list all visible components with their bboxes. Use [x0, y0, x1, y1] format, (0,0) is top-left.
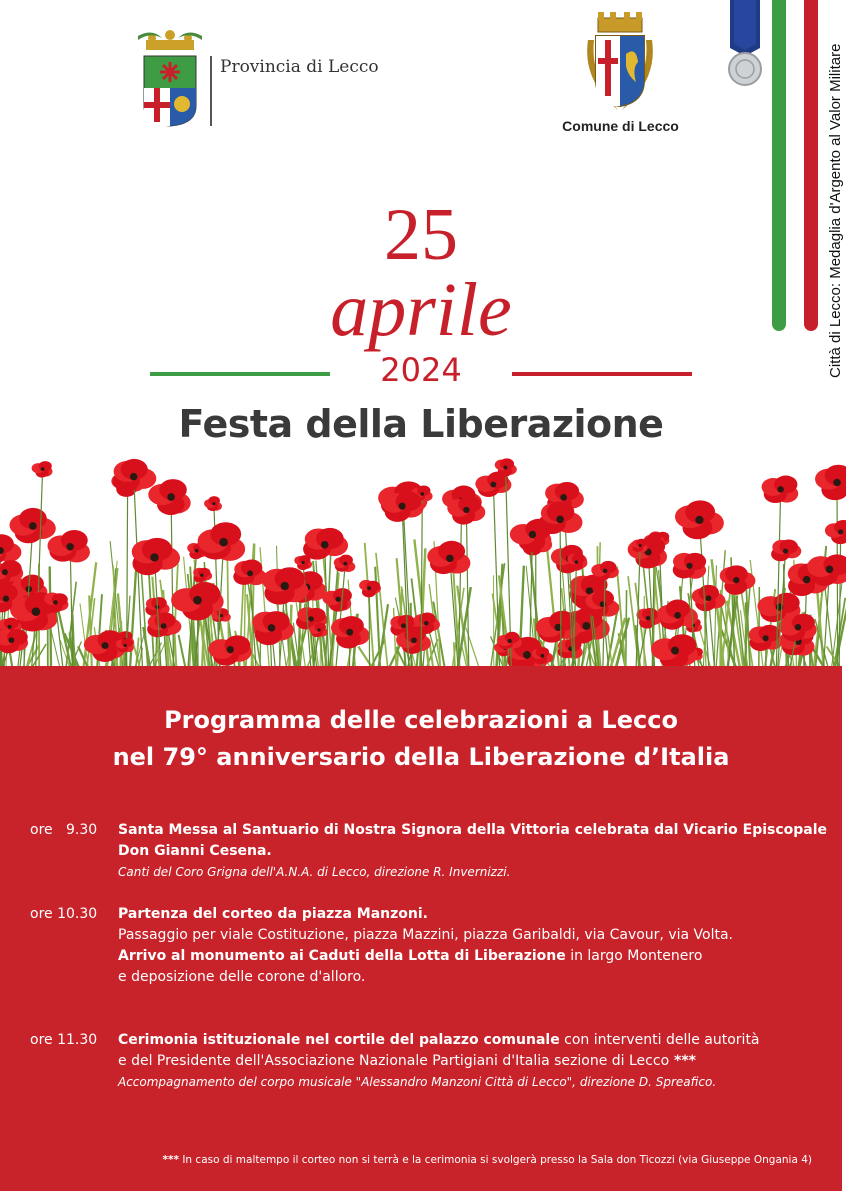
provincia-logo — [132, 26, 392, 128]
poppy-flower — [198, 522, 246, 561]
poppy-flower — [749, 625, 783, 651]
event-line-stars: *** — [669, 1053, 696, 1069]
poppy-flower — [262, 567, 308, 604]
program-title — [0, 702, 842, 776]
poppy-flower — [132, 538, 180, 575]
footnote-body: In caso di maltempo il corteo non si terrà e la cerimonia si svolgerà presso la Sala don Ticozzi (via Giuseppe Ongania 4) — [179, 1154, 812, 1166]
poppy-flower — [825, 520, 846, 544]
poppy-stem — [171, 497, 173, 668]
poppy-flower — [44, 593, 68, 613]
event-line — [118, 1051, 830, 1072]
event-line: Passaggio per viale Costituzione, piazza Mazzini, piazza Garibaldi, via Cavour, via Volta. — [118, 927, 734, 943]
comune-crest-icon — [580, 10, 660, 114]
poppy-flower — [334, 555, 356, 572]
poppy-flower — [632, 539, 648, 552]
poppy-flower — [762, 476, 799, 503]
poppy-flower — [815, 465, 846, 500]
poppy-flower — [113, 459, 156, 492]
comune-logo — [548, 10, 693, 135]
poppy-flower — [303, 528, 348, 560]
event-description — [118, 904, 830, 988]
poppy-flower — [48, 530, 90, 562]
poppy-flower — [10, 508, 56, 543]
program-section — [0, 666, 842, 1191]
program-title-line2: nel 79° anniversario della Liberazione d’Italia — [112, 743, 730, 771]
poppy-stem — [839, 532, 840, 668]
event-line: Partenza del corteo da piazza Manzoni. — [118, 906, 428, 922]
poppy-flower — [382, 491, 424, 521]
poppy-flower — [497, 632, 522, 649]
poppy-flower — [692, 585, 726, 611]
event-line-bold: Arrivo al monumento ai Caduti della Lotta di Liberazione — [118, 948, 566, 964]
event-time: ore 9.30 — [30, 822, 98, 838]
poppy-field-image — [0, 446, 842, 668]
poppy-flower — [591, 561, 619, 581]
poppy-flower — [585, 590, 619, 617]
event-description — [118, 1030, 830, 1092]
poppy-flower — [359, 580, 381, 597]
comune-name: Comune di Lecco — [562, 118, 679, 134]
event-time: ore 11.30 — [30, 1032, 98, 1048]
poppy-flower — [807, 554, 846, 585]
poppy-flower — [32, 461, 53, 477]
poppy-flower — [675, 500, 724, 539]
poppy-flower — [204, 496, 222, 511]
event-line — [118, 1030, 830, 1051]
poppy-flower — [294, 555, 312, 570]
grass-blade — [130, 570, 136, 668]
grass-blade — [835, 601, 846, 668]
event-description — [118, 820, 830, 882]
vertical-caption: Città di Lecco: Medaglia d'Argento al Valor Militare — [827, 43, 844, 378]
event-line: e deposizione delle corone d'alloro. — [118, 969, 366, 985]
poppy-flower — [193, 568, 212, 583]
logo-divider — [210, 56, 212, 126]
event-time: ore 10.30 — [30, 906, 98, 922]
poppy-flower — [331, 616, 370, 648]
poppy-flower — [673, 553, 706, 579]
provincia-crest-icon — [132, 26, 208, 128]
title-day: 25 — [384, 194, 458, 276]
poppy-stem — [466, 510, 468, 668]
poppy-flower — [651, 634, 698, 669]
title-month: aprile — [330, 268, 512, 352]
provincia-name: Provincia di Lecco — [220, 57, 379, 77]
grass-blade — [179, 635, 186, 668]
grass-blade — [358, 646, 372, 668]
event-line: Santa Messa al Santuario di Nostra Signora della Vittoria celebrata dal Vicario Episcopale — [118, 822, 828, 838]
title-year: 2024 — [380, 351, 462, 389]
silver-medal-icon — [724, 0, 766, 90]
poppy-flower — [116, 638, 134, 652]
event-line-bold: Cerimonia istituzionale nel cortile del palazzo comunale — [118, 1032, 560, 1048]
event-note: Accompagnamento del corpo musicale "Alessandro Manzoni Città di Lecco", direzione D. Spreafico. — [118, 1075, 717, 1089]
event-note: Canti del Coro Grigna dell'A.N.A. di Lecco, direzione R. Invernizzi. — [118, 865, 511, 879]
poppy-flower — [532, 647, 553, 664]
event-line-rest: in largo Montenero — [565, 948, 703, 964]
footnote-text — [163, 1154, 812, 1166]
title-festa: Festa della Liberazione — [178, 402, 664, 446]
poppy-flower — [771, 540, 801, 562]
event-line-text: e del Presidente dell'Associazione Nazionale Partigiani d'Italia sezione di Lecco — [118, 1053, 670, 1069]
event-line — [118, 946, 830, 967]
program-title-line1: Programma delle celebrazioni a Lecco — [164, 706, 678, 734]
event-line: Don Gianni Cesena. — [118, 843, 272, 859]
poppy-flower — [148, 479, 190, 515]
footnote-stars: *** — [162, 1154, 179, 1166]
event-line-rest: con interventi delle autorità — [559, 1032, 760, 1048]
